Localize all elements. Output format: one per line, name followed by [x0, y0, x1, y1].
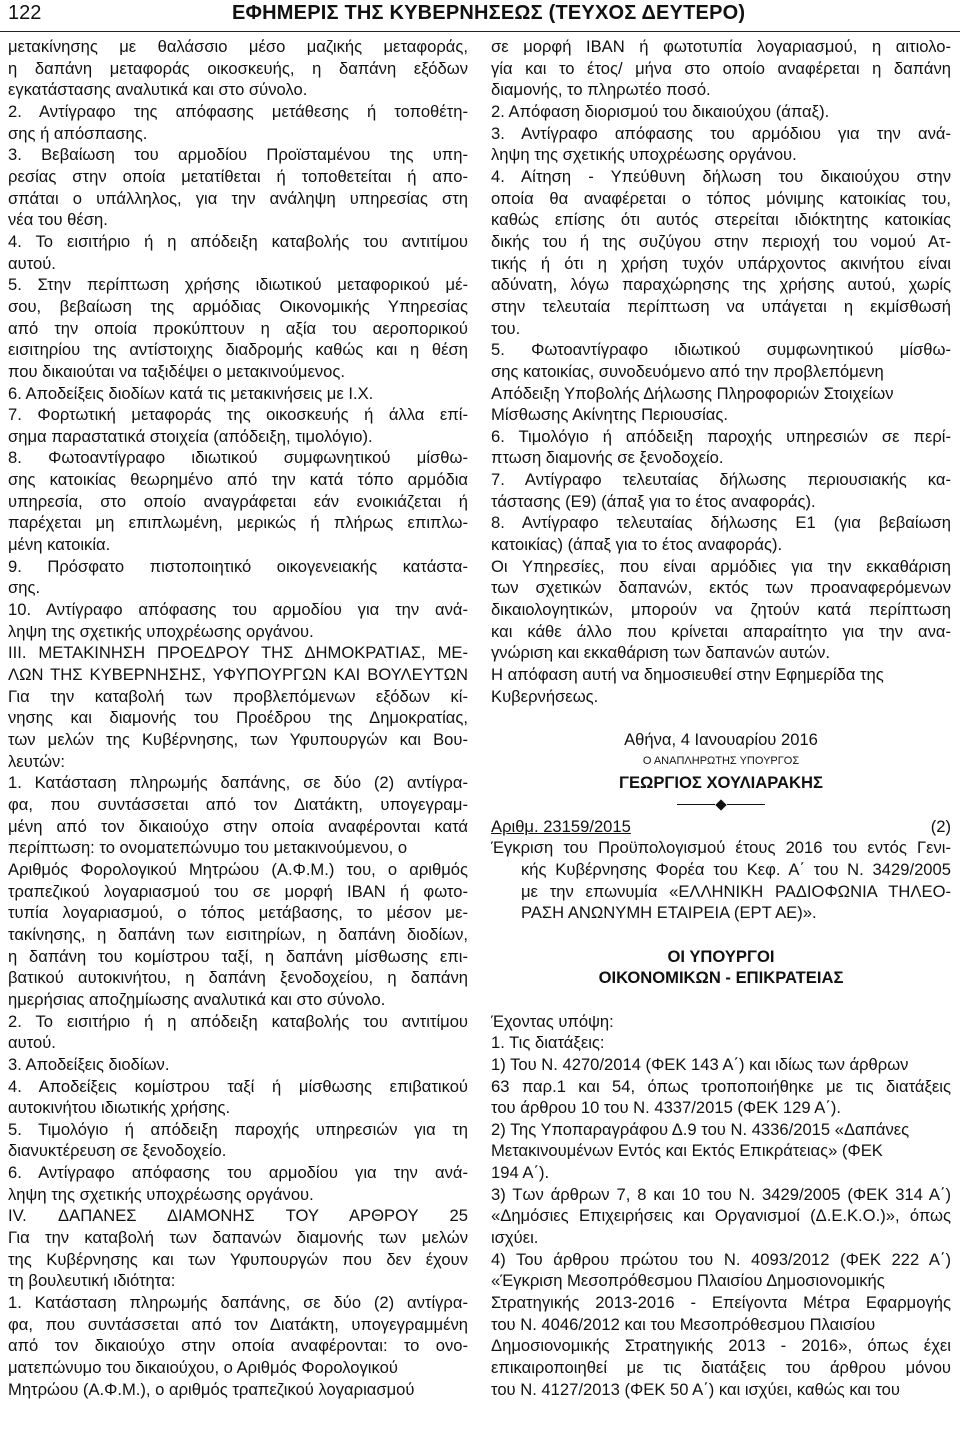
text-line: γνώριση και εκκαθάριση των δαπανών αυτών.: [491, 643, 830, 663]
text-line: 8. Αντίγραφο τελευταίας δήλωσης Ε1 (για βεβαίωση: [491, 513, 951, 533]
text-line: γία και το έτος/ μήνα στο οποίο αναφέρεται η δαπάνη: [491, 58, 951, 78]
text-line: σου, βεβαίωση της αρμόδιας Οικονομικής Υπηρεσίας: [8, 296, 468, 316]
text-line: 5. Τιμολόγιο ή απόδειξη παροχής υπηρεσιών για τη: [8, 1119, 468, 1139]
text-line: της Κυβέρνησης και των Υφυπουργών που δεν έχουν: [8, 1249, 468, 1269]
decision-index: (2): [930, 816, 951, 836]
text-line: 1) Του Ν. 4270/2014 (ΦΕΚ 143 Α΄) και ιδίως των άρθρων: [491, 1054, 909, 1074]
text-line: από την οποία προκύπτουν η αξία του αεροπορικού: [8, 318, 468, 338]
text-line: 7. Αντίγραφο τελευταίας δήλωσης περιουσιακής κα-: [491, 470, 951, 490]
right-column: [491, 36, 951, 1400]
text-line: ληψη της σχετικής υποχρέωσης οργάνου.: [8, 1184, 314, 1204]
text-line: περίπτωση: το ονοματεπώνυμο του μετακινούμενου, ο: [8, 838, 408, 858]
text-line: Για την καταβολή των προβλεπόμενων εξόδων κί-: [8, 686, 468, 706]
right-column-text: [491, 36, 951, 707]
text-line: φα, που συντάσσεται από τον Διατάκτη, υπογεγραμμένη: [8, 1314, 468, 1334]
text-line: ΡΑΣΗ ΑΝΩΝΥΜΗ ΕΤΑΙΡΕΙΑ (ΕΡΤ ΑΕ)».: [521, 903, 817, 923]
text-line: νέα του θέση.: [8, 210, 108, 230]
text-line: 3. Αντίγραφο απόφασης του αρμόδιου για την ανά-: [491, 123, 951, 143]
text-line: τη βουλευτική ιδιότητα:: [8, 1271, 176, 1291]
text-line: των σχετικών δαπανών, εκτός των προαναφερόμενων: [491, 578, 951, 598]
text-line: Απόδειξη Υποβολής Δήλωσης Πληροφοριών Στοιχείων: [491, 383, 894, 403]
text-line: 3. Βεβαίωση του αρμοδίου Προϊσταμένου της υπη-: [8, 145, 468, 165]
text-line: Μίσθωσης Ακίνητης Περιουσίας.: [491, 405, 729, 425]
text-line: σης ή απόσπασης.: [8, 123, 148, 143]
text-line: του άρθρου 10 του Ν. 4337/2015 (ΦΕΚ 129 Α΄).: [491, 1098, 842, 1118]
text-line: ματεπώνυμο του δικαιούχου, ο Αριθμός Φορολογικού: [8, 1358, 398, 1378]
text-line: 2. Το εισιτήριο ή η απόδειξη καταβολής του αντιτίμου: [8, 1011, 468, 1031]
text-line: κής Κυβέρνησης Φορέα του Κεφ. Α΄ του Ν. 3429/2005: [521, 859, 951, 879]
text-line: 2. Απόφαση διορισμού του δικαιούχου (άπαξ).: [491, 101, 830, 121]
text-line: αυτού.: [8, 253, 56, 273]
text-line: των μελών της Κυβέρνησης, των Υφυπουργών και Βου-: [8, 730, 468, 749]
text-line: 4) Του άρθρου πρώτου του Ν. 4093/2012 (ΦΕΚ 222 Α΄): [491, 1249, 951, 1269]
text-line: 2) Της Υποπαραγράφου Δ.9 του Ν. 4336/2015 «Δαπάνες: [491, 1119, 910, 1139]
text-line: Στρατηγικής 2013-2016 - Επείγοντα Μέτρα Εφαρμογής: [491, 1293, 951, 1313]
text-line: πτωση διαμονής σε ξενοδοχείο.: [491, 448, 724, 468]
text-line: ΛΩΝ ΤΗΣ ΚΥΒΕΡΝΗΣΗΣ, ΥΦΥΠΟΥΡΓΩΝ ΚΑΙ ΒΟΥΛΕΥΤΩΝ: [8, 665, 468, 685]
ministries-heading: ΟΙΚΟΝΟΜΙΚΩΝ - ΕΠΙΚΡΑΤΕΙΑΣ: [598, 968, 844, 988]
text-line: σης κατοικίας θεωρημένο από την κατά τόπο αρμόδια: [8, 470, 468, 490]
text-line: 9. Πρόσφατο πιστοποιητικό οικογενειακής κατάστα-: [8, 556, 468, 576]
text-line: 1. Τις διατάξεις:: [491, 1033, 605, 1053]
text-line: 10. Αντίγραφο απόφασης του αρμοδίου για την ανά-: [8, 600, 468, 620]
text-line: σημα παραστατικά στοιχεία (απόδειξη, τιμολόγιο).: [8, 426, 373, 446]
text-line: καθώς επίσης ότι αυτός στερείται ιδιόκτητης κατοικίας: [491, 210, 951, 230]
text-line: 3) Των άρθρων 7, 8 και 10 του Ν. 3429/2005 (ΦΕΚ 314 Α΄): [491, 1184, 951, 1204]
text-line: σε μορφή ΙΒΑΝ ή φωτοτυπία λογαριασμού, η αιτιολο-: [491, 37, 951, 56]
text-line: Δημοσιονομικής Στρατηγικής 2013 - 2016», όπως έχει: [491, 1336, 951, 1356]
text-line: κατοικίας) (άπαξ για το έτος αναφοράς).: [491, 535, 783, 555]
text-line: αυτού.: [8, 1033, 56, 1053]
text-line: φα, που συντάσσεται από τον Διατάκτη, υπογεγραμ-: [8, 794, 468, 814]
text-line: η δαπάνη μεταφοράς οικοσκευής, η δαπάνη εξόδων: [8, 58, 468, 78]
separator-line: [727, 804, 765, 805]
text-line: 6. Αντίγραφο απόφασης του αρμοδίου για την ανά-: [8, 1163, 468, 1183]
spacer: [491, 707, 951, 729]
text-line: αυτοκινήτου ιδιωτικής χρήσης.: [8, 1098, 231, 1118]
text-line: 8. Φωτοαντίγραφο ιδιωτικού συμφωνητικού μίσθω-: [8, 448, 468, 468]
gazette-title: ΕΦΗΜΕΡΙΣ ΤΗΣ ΚΥΒΕΡΝΗΣΕΩΣ (ΤΕΥΧΟΣ ΔΕΥΤΕΡΟ): [232, 2, 746, 24]
text-line: μένη κατοικία.: [8, 535, 111, 555]
text-line: Έγκριση του Προϋπολογισμού έτους 2016 του εντός Γενι-: [491, 838, 951, 858]
text-line: αδύνατη, λόγω παραχώρησης της χρήσης αυτού, χωρίς: [491, 275, 951, 295]
ministers-heading: ΟΙ ΥΠΟΥΡΓΟΙ: [667, 946, 775, 966]
text-line: 5. Φωτοαντίγραφο ιδιωτικού συμφωνητικού μίσθω-: [491, 340, 951, 360]
text-line: 4. Το εισιτήριο ή η απόδειξη καταβολής του αντιτίμου: [8, 231, 468, 251]
text-line: διανυκτέρευση σε ξενοδοχείο.: [8, 1141, 227, 1161]
text-line: 6. Τιμολόγιο ή απόδειξη παροχής υπηρεσιών σε περί-: [491, 426, 951, 446]
text-line: 1. Κατάσταση πληρωμής δαπάνης, σε δύο (2) αντίγρα-: [8, 773, 468, 793]
text-line: τυπία λογαριασμού, ο τόπος μετάβασης, το μέσον με-: [8, 903, 468, 923]
text-line: Για την καταβολή των δαπανών διαμονής των μελών: [8, 1228, 468, 1248]
text-line: μένη από τον δικαιούχο στην οποία αναφέρονται κατά: [8, 816, 468, 836]
page-header: [0, 0, 960, 36]
text-line: παρέχεται μη επιπλωμένη, μερικώς ή πλήρως επιπλω-: [8, 513, 468, 533]
spacer: [491, 924, 951, 946]
text-line: τικής ή ότι η χρήση τυχόν υπάρχοντος ακινήτου είναι: [491, 253, 951, 273]
text-line: βατικού αυτοκινήτου, η δαπάνη ξενοδοχείου, η δαπάνη: [8, 968, 468, 988]
text-line: στην τελευταία περίπτωση να υπάγεται η εκμίσθωσή: [491, 296, 951, 316]
section-separator: [491, 794, 951, 816]
text-line: εγκατάστασης αναλυτικά και στο σύνολο.: [8, 80, 308, 100]
signature-role: Ο ΑΝΑΠΛΗΡΩΤΗΣ ΥΠΟΥΡΓΟΣ: [642, 754, 800, 767]
decision-number: Αριθμ. 23159/2015: [491, 816, 631, 836]
text-line: «Δημόσιες Επιχειρήσεις και Οργανισμοί (Δ.Ε.Κ.Ο.)», όπως: [491, 1206, 951, 1226]
text-line: ληψη της σχετικής υποχρέωσης οργάνου.: [491, 145, 797, 165]
text-line: Οι Υπηρεσίες, που είναι αρμόδιες για την εκκαθάριση: [491, 556, 951, 576]
text-line: τάστασης (Ε9) (άπαξ για το έτος αναφοράς).: [491, 491, 816, 511]
separator-line: [677, 804, 715, 805]
text-line: Αριθμός Φορολογικού Μητρώου (Α.Φ.Μ.) του, ο αριθμός: [8, 859, 468, 879]
text-line: 63 παρ.1 και 54, όπως τροποποιήθηκε με τις διατάξεις: [491, 1076, 951, 1096]
text-line: ΙV. ΔΑΠΑΝΕΣ ΔΙΑΜΟΝΗΣ ΤΟΥ ΑΡΘΡΟΥ 25: [8, 1206, 468, 1226]
text-line: δικής του ή της συζύγου στην περιοχή του νομού Ατ-: [491, 231, 951, 251]
text-line: Η απόφαση αυτή να δημοσιευθεί στην Εφημερίδα της: [491, 665, 884, 685]
text-line: 4. Αίτηση - Υπεύθυνη δήλωση του δικαιούχου στην: [491, 166, 951, 186]
text-line: δικαιολογητικών, μπορούν να ζητούν κατά περίπτωση: [491, 600, 951, 620]
text-line: ισχύει.: [491, 1228, 539, 1248]
text-line: 4. Αποδείξεις κομίστρου ταξί ή μίσθωσης επιβατικού: [8, 1076, 468, 1096]
decision-title: [491, 837, 951, 924]
text-line: από τον δικαιούχο στην οποία αναφέρονται: το ονο-: [8, 1336, 468, 1356]
text-line: «Έγκριση Μεσοπρόθεσμου Πλαισίου Δημοσιονομικής: [491, 1271, 885, 1291]
text-line: 5. Στην περίπτωση χρήσης ιδιωτικού μεταφορικού μέ-: [8, 275, 468, 295]
text-line: του.: [491, 318, 521, 338]
text-line: νησης και διαμονής του Προέδρου της Δημοκρατίας,: [8, 708, 468, 728]
text-line: οποία θα αναφέρεται ο τόπος μόνιμης κατοικίας του,: [491, 188, 951, 208]
text-line: Μετακινουμένων Εντός και Εκτός Επικράτειας» (ΦΕΚ: [491, 1141, 883, 1161]
text-line: επικαιροποιηθεί με τις διατάξεις του άρθρου μόνου: [491, 1358, 951, 1378]
text-line: ημερήσιας αποζημίωσης αναλυτικά και στο σύνολο.: [8, 989, 386, 1009]
decision-body: [491, 1011, 951, 1401]
text-line: που δικαιούται να ταξιδέψει ο μετακινούμενος.: [8, 361, 346, 381]
text-line: ρεσίας στην οποία μετατίθεται ή τοποθετείται ή απο-: [8, 166, 468, 186]
text-line: Μητρώου (Α.Φ.Μ.), ο αριθμός τραπεζικού λογαριασμού: [8, 1379, 415, 1399]
text-line: τραπεζικού λογαριασμού του σε μορφή ΙΒΑΝ ή φωτο-: [8, 881, 468, 901]
text-line: του Ν. 4046/2012 και του Μεσοπρόθεσμου Πλαισίου: [491, 1314, 876, 1334]
text-line: Κυβερνήσεως.: [491, 686, 599, 706]
text-line: εισιτηρίου της αντίστοιχης διαδρομής καθώς και η θέση: [8, 340, 468, 360]
text-line: 1. Κατάσταση πληρωμής δαπάνης, σε δύο (2) αντίγρα-: [8, 1293, 468, 1313]
text-line: σης.: [8, 578, 41, 598]
text-line: και κάθε άλλο που κρίνεται απαραίτητο για την ανα-: [491, 621, 951, 641]
text-line: τακίνησης, η δαπάνη των εισιτηρίων, η δαπάνη διοδίων,: [8, 924, 468, 944]
text-line: υπηρεσία, στο οποίο αναγράφεται εάν ενοικιάζεται ή: [8, 491, 468, 511]
text-line: του Ν. 4127/2013 (ΦΕΚ 50 Α΄) και ισχύει, καθώς και του: [491, 1379, 900, 1399]
text-line: ληψη της σχετικής υποχρέωσης οργάνου.: [8, 621, 314, 641]
diamond-icon: [715, 799, 726, 810]
text-line: ΙΙΙ. ΜΕΤΑΚΙΝΗΣΗ ΠΡΟΕΔΡΟΥ ΤΗΣ ΔΗΜΟΚΡΑΤΙΑΣ, ΜΕ-: [8, 643, 468, 663]
text-line: 2. Αντίγραφο της απόφασης μετάθεσης ή τοποθέτη-: [8, 101, 468, 121]
left-column: [8, 36, 468, 1400]
text-line: 7. Φορτωτική μεταφοράς της οικοσκευής ή άλλα επί-: [8, 405, 468, 425]
text-line: σης κατοικίας, συνοδευόμενο από την προβλεπόμενη: [491, 361, 884, 381]
header-rule: [0, 31, 960, 32]
text-line: 6. Αποδείξεις διοδίων κατά τις μετακινήσεις με Ι.Χ.: [8, 383, 374, 403]
text-line: 3. Αποδείξεις διοδίων.: [8, 1054, 170, 1074]
decision-reference: [491, 816, 951, 838]
signature-name: ΓΕΩΡΓΙΟΣ ΧΟΥΛΙΑΡΑΚΗΣ: [619, 773, 823, 793]
page-number: 122: [8, 2, 42, 24]
text-line: Έχοντας υπόψη:: [491, 1011, 614, 1031]
text-line: μετακίνησης με θαλάσσιο μέσο μαζικής μεταφοράς,: [8, 37, 468, 56]
text-line: η δαπάνη του κομίστρου ταξί, η δαπάνη μίσθωσης επι-: [8, 946, 468, 966]
text-line: με την επωνυμία «ΕΛΛΗΝΙΚΗ ΡΑΔΙΟΦΩΝΙΑ ΤΗΛΕΟ-: [521, 881, 951, 901]
text-line: διαμονής, το πληρωτέο ποσό.: [491, 80, 711, 100]
text-line: 194 Α΄).: [491, 1163, 550, 1183]
text-line: λευτών:: [8, 751, 65, 771]
text-line: σπάται ο υπάλληλος, για την ανάληψη υπηρεσίας στη: [8, 188, 468, 208]
spacer: [491, 989, 951, 1011]
signature-place-date: Αθήνα, 4 Ιανουαρίου 2016: [624, 730, 818, 749]
